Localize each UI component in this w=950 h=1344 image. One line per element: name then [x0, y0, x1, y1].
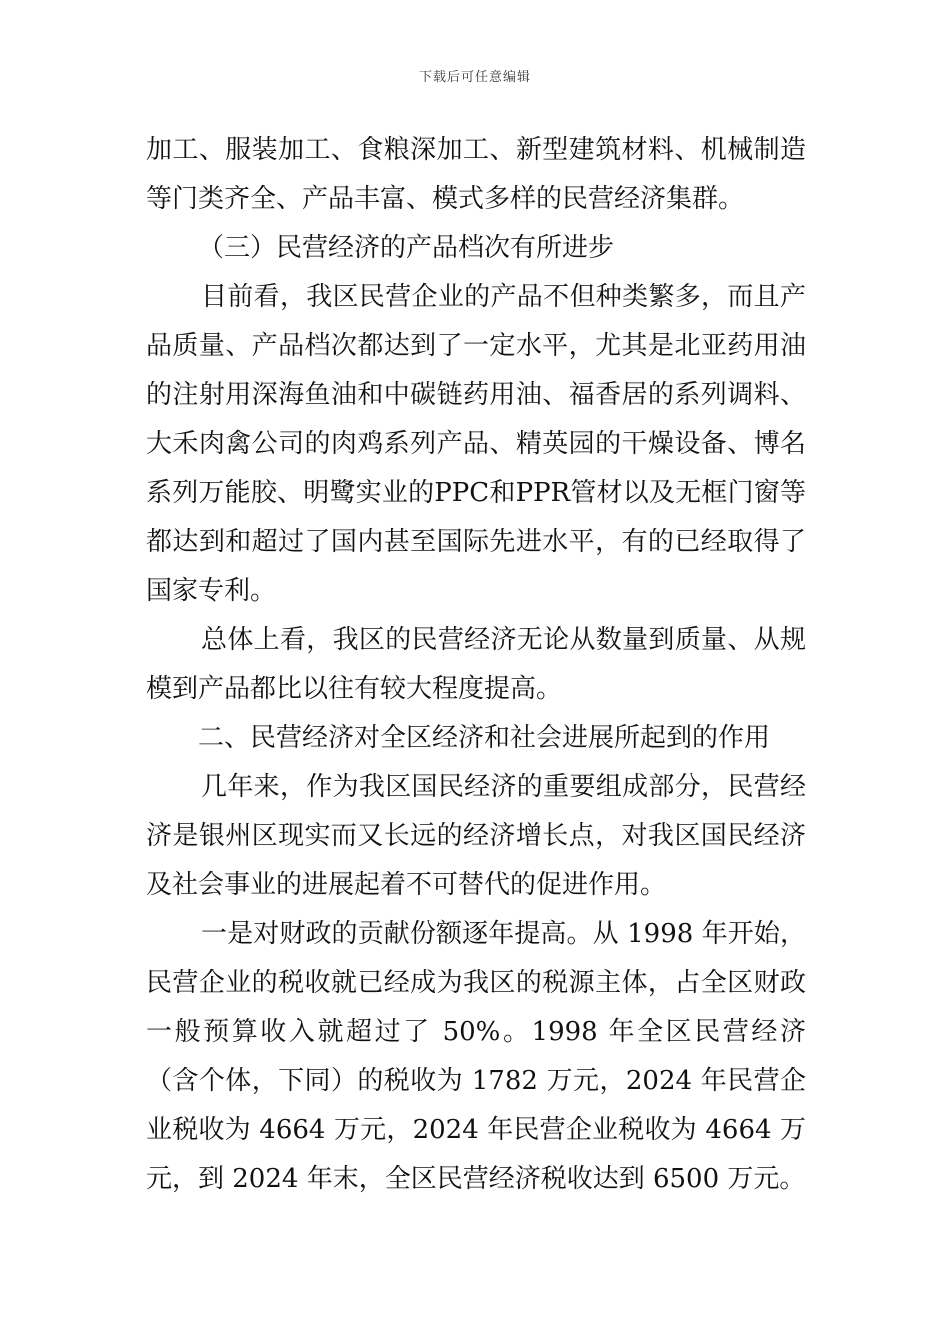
section-heading-role: 二、民营经济对全区经济和社会进展所起到的作用 — [198, 723, 771, 753]
paragraph-product-quality: 目前看，我区民营企业的产品不但种类繁多，而且产品质量、产品档次都达到了一定水平，尤其是北亚药用油的注射用深海鱼油和中碳链药用油、福香居的系列调料、大禾肉禽公司的肉鸡系列产品、精英园的干燥设备、博名系列万能胶、明鹭实业的PPC和PPR管材以及无框门窗等都达到和超过了国内甚至国际先进水平，有的已经取得了国家专利。 — [146, 282, 806, 606]
section-heading-product-grade: （三）民营经济的产品档次有所进步 — [198, 233, 615, 263]
paragraph-tax-contribution: 一是对财政的贡献份额逐年提高。从 1998 年开始，民营企业的税收就已经成为我区的税源主体，占全区财政一般预算收入就超过了 50%。1998 年全区民营经济（含个体，下同）的税收为 1782 万元，2024 年民营企业税收为 4664 万元，2024 年民营企业税收为 4664 万元，到 2024 年末，全区民营经济税收达到 6500 万元。 — [146, 919, 806, 1194]
paragraph-industry-cluster: 加工、服装加工、食粮深加工、新型建筑材料、机械制造等门类齐全、产品丰富、模式多样的民营经济集群。 — [146, 135, 806, 214]
paragraph-overall-summary: 总体上看，我区的民营经济无论从数量到质量、从规模到产品都比以往有较大程度提高。 — [146, 625, 806, 704]
document-body — [146, 126, 806, 1204]
paragraph-economic-growth: 几年来，作为我区国民经济的重要组成部分，民营经济是银州区现实而又长远的经济增长点，对我区国民经济及社会事业的进展起着不可替代的促进作用。 — [146, 772, 806, 900]
page-header-note: 下载后可任意编辑 — [418, 70, 531, 85]
